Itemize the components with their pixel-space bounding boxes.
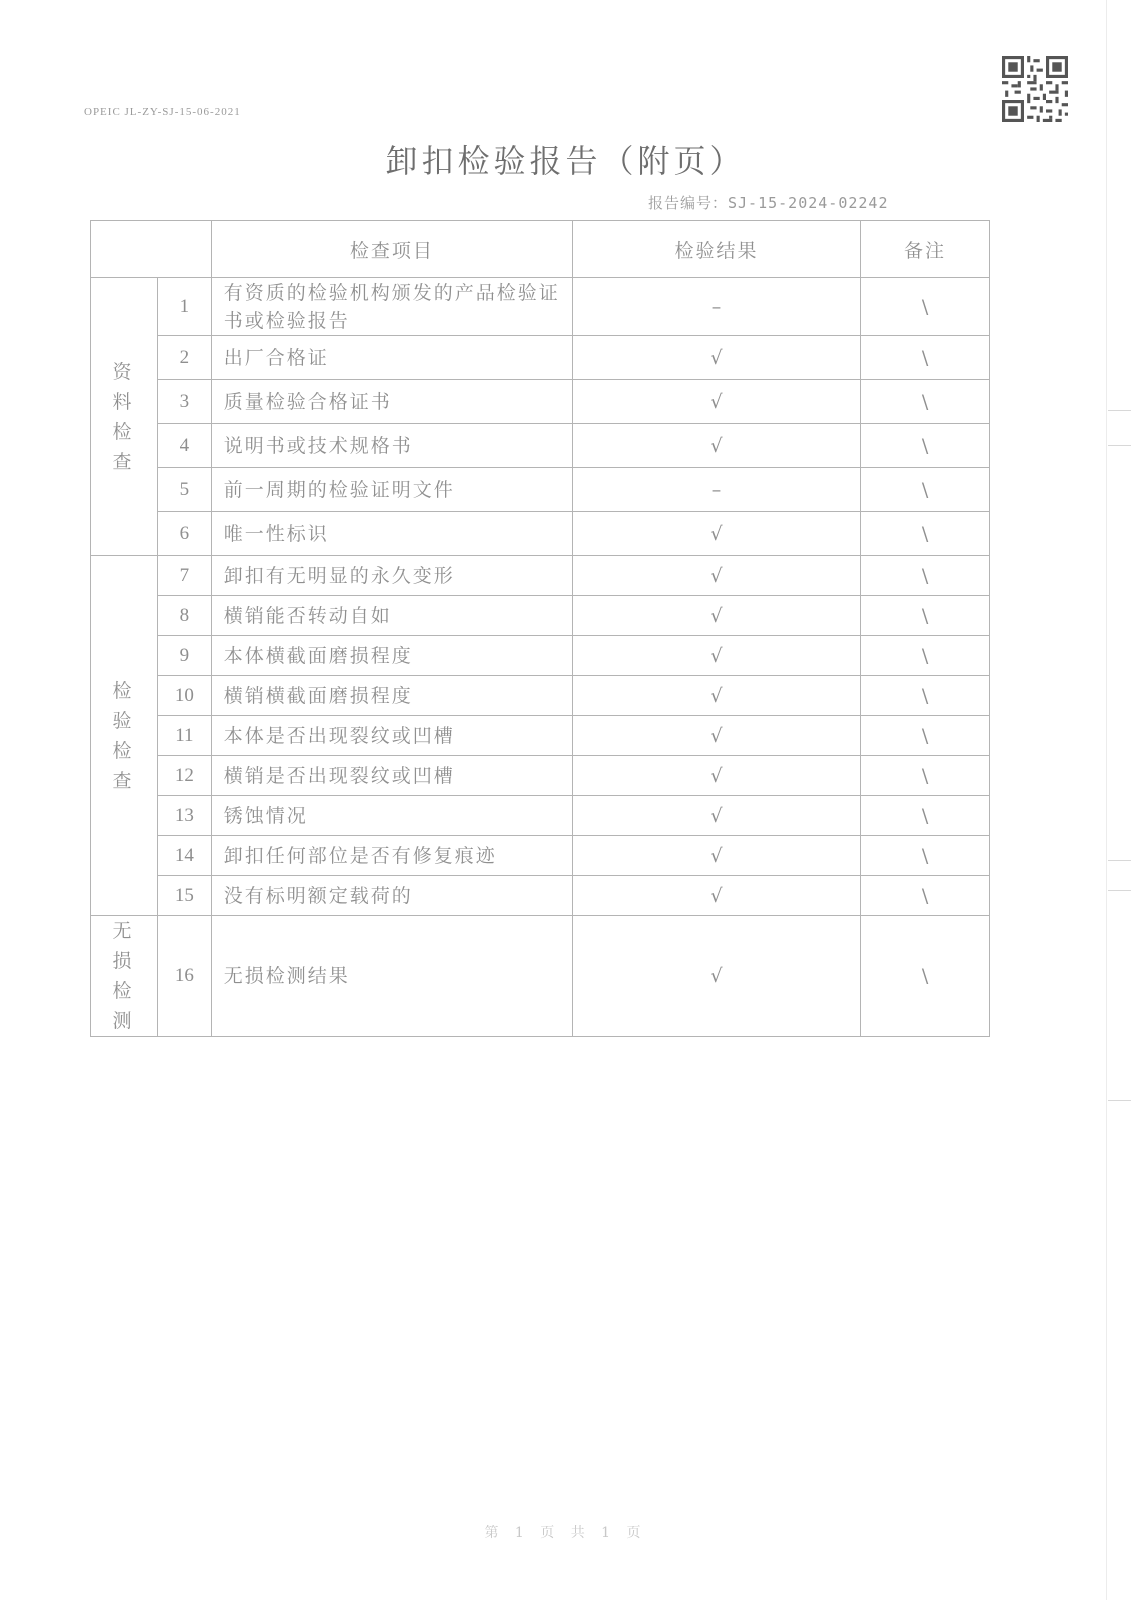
table-row (91, 836, 990, 876)
table-row (91, 512, 990, 556)
inspection-result: √ (572, 596, 860, 636)
row-number: 15 (157, 876, 211, 916)
side-mark (1108, 860, 1131, 861)
remark-cell: \ (861, 424, 990, 468)
inspection-item: 本体是否出现裂纹或凹槽 (211, 716, 572, 756)
remark-cell: \ (861, 756, 990, 796)
row-number: 9 (157, 636, 211, 676)
inspection-item: 说明书或技术规格书 (211, 424, 572, 468)
inspection-result: √ (572, 336, 860, 380)
table-row (91, 716, 990, 756)
inspection-result: √ (572, 512, 860, 556)
table-row (91, 380, 990, 424)
inspection-item: 横销横截面磨损程度 (211, 676, 572, 716)
inspection-result: √ (572, 756, 860, 796)
inspection-item: 横销能否转动自如 (211, 596, 572, 636)
table-row (91, 424, 990, 468)
document-code: OPEIC JL-ZY-SJ-15-06-2021 (84, 106, 241, 118)
page-footer: 第 1 页 共 1 页 (484, 1525, 647, 1541)
header-remark: 备注 (861, 221, 990, 278)
row-number: 1 (157, 278, 211, 336)
inspection-item: 无损检测结果 (211, 916, 572, 1037)
inspection-item: 本体横截面磨损程度 (211, 636, 572, 676)
inspection-result: √ (572, 716, 860, 756)
row-number: 8 (157, 596, 211, 636)
inspection-item: 有资质的检验机构颁发的产品检验证书或检验报告 (211, 278, 572, 336)
table-row (91, 756, 990, 796)
remark-cell: \ (861, 836, 990, 876)
inspection-result: √ (572, 796, 860, 836)
row-number: 14 (157, 836, 211, 876)
report-number: 报告编号：SJ-15-2024-02242 (648, 194, 889, 212)
group-label: 无损检测 (91, 916, 158, 1037)
side-mark (1108, 445, 1131, 446)
remark-cell: \ (861, 380, 990, 424)
inspection-result: √ (572, 876, 860, 916)
inspection-item: 卸扣有无明显的永久变形 (211, 556, 572, 596)
side-mark (1108, 1100, 1131, 1101)
row-number: 3 (157, 380, 211, 424)
inspection-item: 没有标明额定载荷的 (211, 876, 572, 916)
remark-cell: \ (861, 278, 990, 336)
table-row (91, 278, 990, 336)
table-row (91, 336, 990, 380)
table-row (91, 596, 990, 636)
table-row (91, 796, 990, 836)
row-number: 6 (157, 512, 211, 556)
inspection-result: – (572, 278, 860, 336)
row-number: 5 (157, 468, 211, 512)
inspection-result: √ (572, 424, 860, 468)
page-title: 卸扣检验报告（附页） (385, 142, 746, 180)
inspection-result: √ (572, 636, 860, 676)
remark-cell: \ (861, 716, 990, 756)
inspection-result: √ (572, 676, 860, 716)
inspection-table (90, 220, 990, 1037)
inspection-item: 卸扣任何部位是否有修复痕迹 (211, 836, 572, 876)
table-row (91, 676, 990, 716)
side-mark (1108, 410, 1131, 411)
inspection-item: 横销是否出现裂纹或凹槽 (211, 756, 572, 796)
inspection-item: 质量检验合格证书 (211, 380, 572, 424)
remark-cell: \ (861, 596, 990, 636)
remark-cell: \ (861, 336, 990, 380)
remark-cell: \ (861, 468, 990, 512)
inspection-result: √ (572, 380, 860, 424)
row-number: 10 (157, 676, 211, 716)
inspection-item: 前一周期的检验证明文件 (211, 468, 572, 512)
table-body (91, 278, 990, 1037)
table-row (91, 556, 990, 596)
header-item: 检查项目 (211, 221, 572, 278)
row-number: 7 (157, 556, 211, 596)
header-result: 检验结果 (572, 221, 860, 278)
side-mark (1108, 890, 1131, 891)
inspection-item: 唯一性标识 (211, 512, 572, 556)
remark-cell: \ (861, 512, 990, 556)
inspection-result: √ (572, 836, 860, 876)
row-number: 11 (157, 716, 211, 756)
inspection-result: √ (572, 556, 860, 596)
remark-cell: \ (861, 556, 990, 596)
group-label: 资料检查 (91, 278, 158, 556)
remark-cell: \ (861, 876, 990, 916)
table-header-row (91, 221, 990, 278)
inspection-item: 锈蚀情况 (211, 796, 572, 836)
remark-cell: \ (861, 916, 990, 1037)
row-number: 13 (157, 796, 211, 836)
table-row (91, 636, 990, 676)
qr-code-icon (1002, 56, 1068, 122)
inspection-result: – (572, 468, 860, 512)
page-edge-line (1106, 0, 1107, 1600)
group-label: 检验检查 (91, 556, 158, 916)
inspection-result: √ (572, 916, 860, 1037)
row-number: 2 (157, 336, 211, 380)
inspection-item: 出厂合格证 (211, 336, 572, 380)
remark-cell: \ (861, 636, 990, 676)
table-row (91, 916, 990, 1037)
remark-cell: \ (861, 796, 990, 836)
table-row (91, 468, 990, 512)
row-number: 4 (157, 424, 211, 468)
remark-cell: \ (861, 676, 990, 716)
row-number: 16 (157, 916, 211, 1037)
row-number: 12 (157, 756, 211, 796)
table-row (91, 876, 990, 916)
header-blank-cell (91, 221, 212, 278)
